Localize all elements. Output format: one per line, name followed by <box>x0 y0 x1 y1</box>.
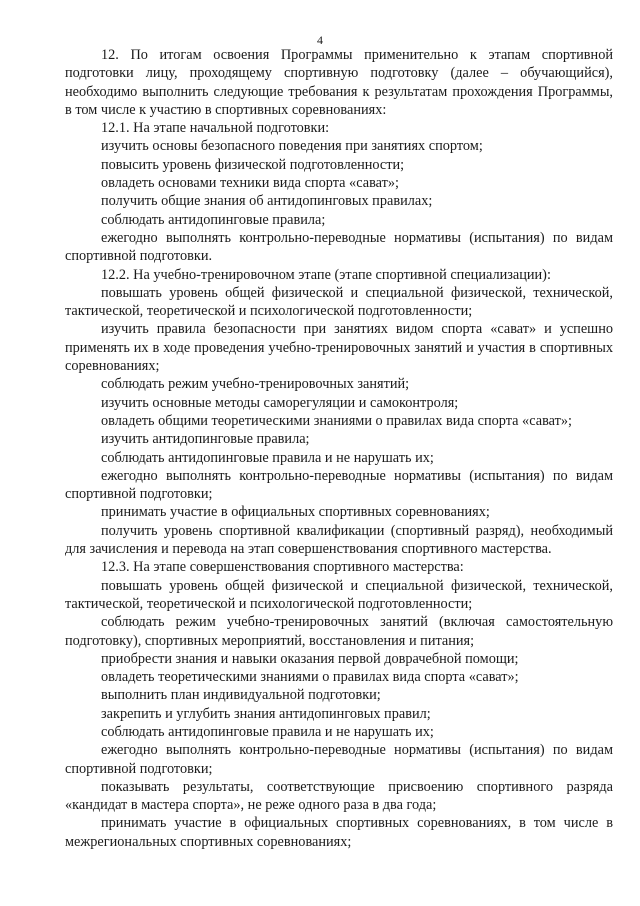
paragraph-12: 12. По итогам освоения Программы применительно к этапам спортивной подготовки лицу, проходящему спортивную подготовку (далее – обучающийся), необходимо выполнить следующие требования к результатам прохождения Программы, в том числе к участию в спортивных соревнованиях: <box>65 47 613 118</box>
list-item: овладеть общими теоретическими знаниями о правилах вида спорта «сават»; <box>101 412 572 429</box>
list-item: соблюдать антидопинговые правила; <box>101 211 326 228</box>
list-item: ежегодно выполнять контрольно-переводные нормативы (испытания) по видам спортивной подготовки; <box>65 467 613 503</box>
list-item: повышать уровень общей физической и специальной физической, технической, тактической, теоретической и психологической подготовленности; <box>65 284 613 320</box>
list-item: овладеть основами техники вида спорта «сават»; <box>101 175 399 192</box>
list-item: получить уровень спортивной квалификации (спортивный разряд), необходимый для зачисления и перевода на этап совершенствования спортивного мастерства. <box>65 522 613 558</box>
subsection-heading-12-3: 12.3. На этапе совершенствования спортивного мастерства: <box>101 559 464 576</box>
list-item: показывать результаты, соответствующие присвоению спортивного разряда «кандидат в мастера спорта», не реже одного раза в два года; <box>65 778 613 814</box>
page-number: 4 <box>317 33 323 47</box>
list-item: соблюдать антидопинговые правила и не нарушать их; <box>101 723 434 740</box>
list-item: повышать уровень общей физической и специальной физической, технической, тактической, теоретической и психологической подготовленности; <box>65 577 613 612</box>
document-body <box>65 46 613 851</box>
subsection-heading-12-1: 12.1. На этапе начальной подготовки: <box>101 120 330 137</box>
subsection-heading-12-2: 12.2. На учебно-тренировочном этапе (этапе спортивной специализации): <box>101 266 551 283</box>
list-item: изучить антидопинговые правила; <box>101 431 310 448</box>
list-item: изучить основы безопасного поведения при занятиях спортом; <box>101 138 483 155</box>
list-item: овладеть теоретическими знаниями о правилах вида спорта «сават»; <box>101 669 519 686</box>
list-item: соблюдать режим учебно-тренировочных занятий; <box>101 376 410 393</box>
list-item: выполнить план индивидуальной подготовки; <box>101 687 381 704</box>
list-item: повысить уровень физической подготовленности; <box>101 156 405 173</box>
list-item: ежегодно выполнять контрольно-переводные нормативы (испытания) по видам спортивной подготовки. <box>65 229 613 265</box>
list-item: закрепить и углубить знания антидопинговых правил; <box>101 705 431 722</box>
list-item: принимать участие в официальных спортивных соревнованиях; <box>101 504 490 521</box>
list-item: ежегодно выполнять контрольно-переводные нормативы (испытания) по видам спортивной подготовки; <box>65 742 613 777</box>
list-item: изучить основные методы саморегуляции и самоконтроля; <box>101 394 459 411</box>
list-item: получить общие знания об антидопинговых правилах; <box>101 193 433 210</box>
list-item: соблюдать режим учебно-тренировочных занятий (включая самостоятельную подготовку), спортивных мероприятий, восстановления и питания; <box>65 614 613 649</box>
list-item: изучить правила безопасности при занятиях видом спорта «сават» и успешно применять их в ходе проведения учебно-тренировочных занятий и участия в спортивных соревнованиях; <box>65 321 613 375</box>
list-item: соблюдать антидопинговые правила и не нарушать их; <box>101 449 434 466</box>
list-item: принимать участие в официальных спортивных соревнованиях, в том числе в межрегиональных спортивных соревнованиях; <box>65 815 613 850</box>
list-item: приобрести знания и навыки оказания первой доврачебной помощи; <box>101 650 519 667</box>
